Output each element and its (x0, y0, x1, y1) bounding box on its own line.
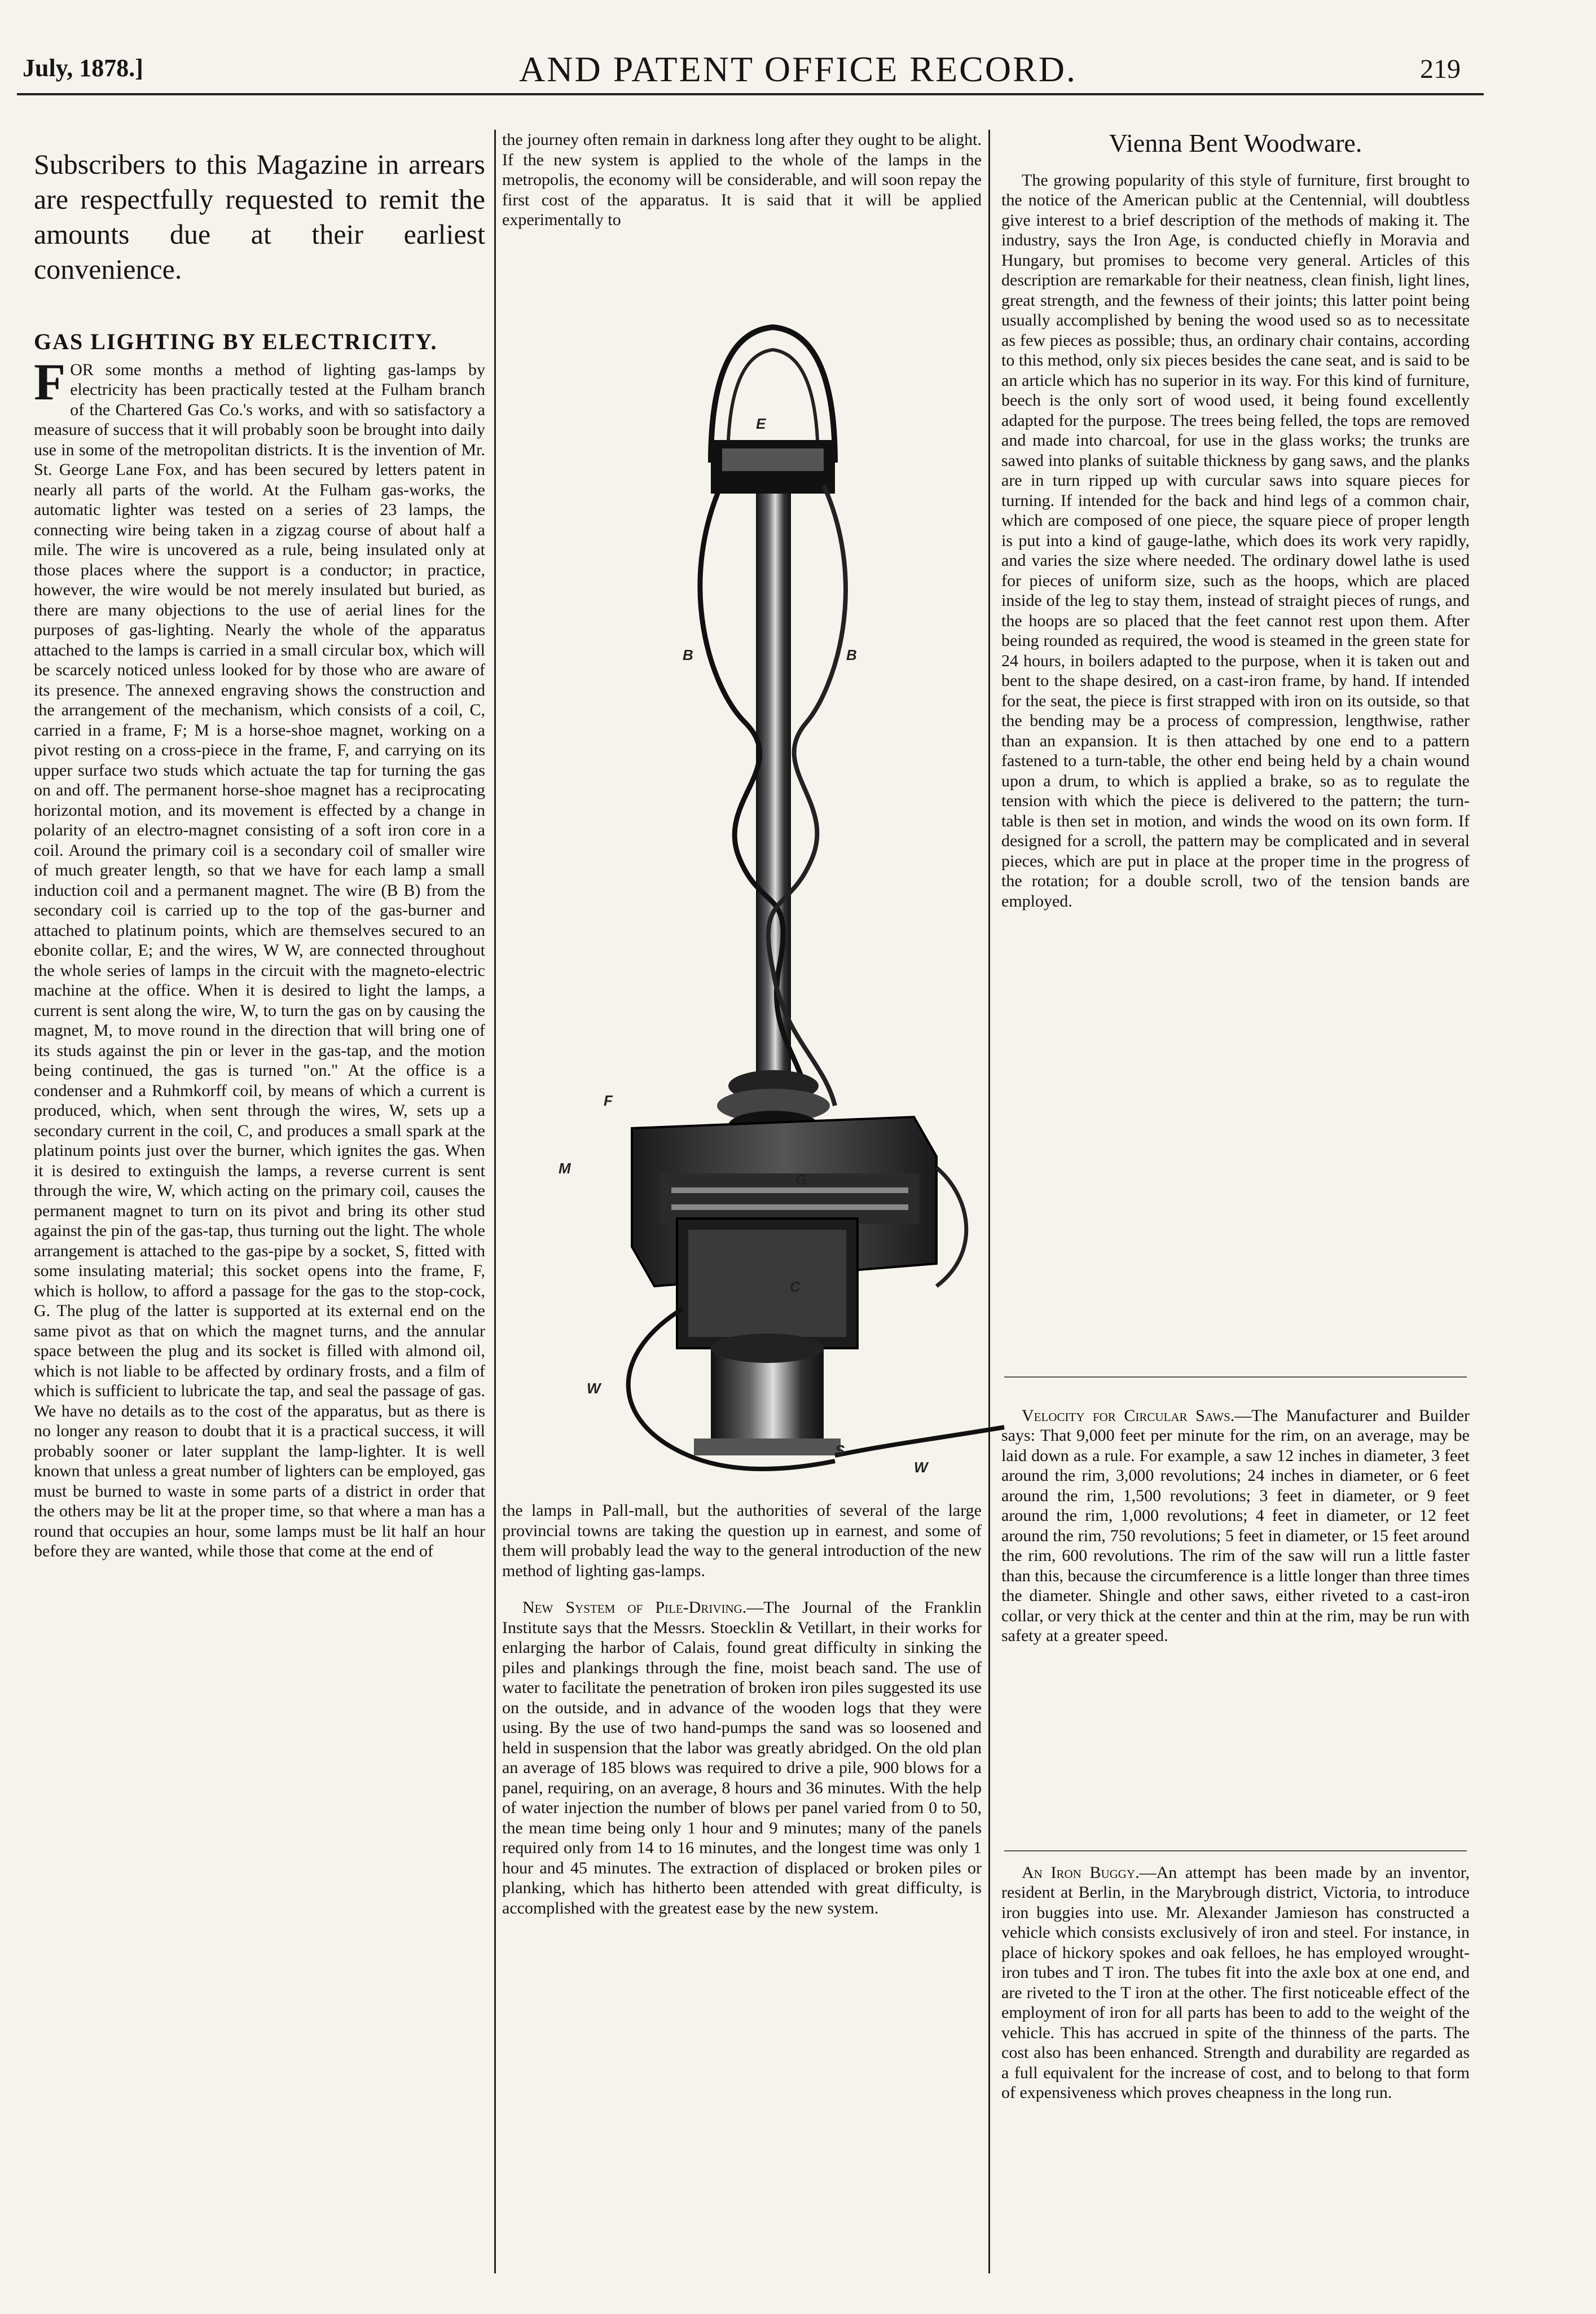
gas-lighting-conclusion: the lamps in Pall-mall, but the authorities of several of the large provincial towns are taking the question up in earnest, and some of them will probably lead the way to the general introduction of the new method of lighting gas-lamps. (502, 1501, 982, 1580)
label-s: S (835, 1442, 845, 1459)
drop-cap: F (34, 353, 66, 411)
label-e: E (756, 415, 766, 432)
column-divider-left (494, 130, 496, 2273)
apparatus-engraving (542, 293, 1015, 1489)
pile-driving-article (502, 1598, 982, 1918)
gas-pipe (756, 494, 791, 1075)
saws-title: Velocity for Circular Saws. (1022, 1406, 1235, 1425)
page-number: 219 (1420, 54, 1461, 84)
label-g: G (795, 1171, 807, 1188)
pile-driving-title: New System of Pile-Driving. (522, 1598, 747, 1617)
subscriber-notice: Subscribers to this Magazine in arrears are respectfully requested to remit the amounts due at their earliest convenience. (34, 148, 485, 285)
label-w-left: W (587, 1380, 601, 1397)
buggy-title: An Iron Buggy. (1022, 1863, 1140, 1882)
saws-article (1001, 1406, 1470, 1835)
left-column (34, 130, 485, 2290)
gas-lighting-text: OR some months a method of lighting gas-lamps by electricity has been practically tested at the Fulham branch of the Chartered Gas Co.'s works, and with so satisfactory a measure of success that it will probably soon be brought into daily use in some of the metropolitan districts. It is the invention of Mr. St. George Lane Fox, and has been secured by letters patent in nearly all parts of the world. At the Fulham gas-works, the automatic lighter was tested on a series of 23 lamps, the connecting wire being taken in a zigzag course of about half a mile. The wire is uncovered as a rule, being insulated only at those places where the support is a conductor; in practice, however, the wire would be not merely insulated but buried, as there are many objections to the use of aerial lines for the purposes of gas-lighting. Nearly the whole of the apparatus attached to the lamps is carried in a small circular box, which will be scarcely noticed unless looked for by those who are aware of its presence. The annexed engraving shows the construction and the arrangement of the mechanism, which consists of a coil, C, carried in a frame, F; M is a horse-shoe magnet, working on a pivot resting on a cross-piece in the frame, F, and carrying on its upper surface two studs which actuate the tap for turning the gas on and off. The permanent horse-shoe magnet has a reciprocating horizontal motion, and its movement is effected by a change in polarity of an electro-magnet consisting of a soft iron core in a coil. Around the primary coil is a secondary coil of smaller wire of much greater length, so that we have for each lamp a small induction coil and a permanent magnet. The wire (B B) from the secondary coil is carried up to the top of the gas-burner and attached to platinum points, which are themselves secured to an ebonite collar, E; and the wires, W W, are connected throughout the whole series of lamps in the circuit with the magneto-electric machine at the office. When it is desired to light the lamps, a current is sent along the wire, W, to turn the gas on by causing the magnet, M, to move round in the direction that will bring one of its studs against the pin or lever in the gas-tap, and the motion being continued, the gas is turned "on." At the office is a condenser and a Ruhmkorff coil, by means of which a current is produced, which, when sent through the wires, W, sets up a secondary current in the coil, C, and produces a small spark at the platinum points just over the burner, which ignites the gas. When it is desired to extinguish the lamps, a reverse current is sent through the wire, W, which acting on the primary coil, causes the permanent magnet to turn on its pivot and bring its other stud against the pin of the gas-tap, thus turning out the light. The whole arrangement is attached to the gas-pipe by a socket, S, fitted with some insulating material; this socket opens into the frame, F, which is hollow, to afford a passage for the gas to the stop-cock, G. The plug of the latter is supported at its external end on the same pivot as that on which the magnet turns, and the annular space between the plug and its socket is filled with almond oil, which is not liable to be affected by ordinary frosts, and a film of which is sufficient to lubricate the tap, and seal the passage of gas. We have no details as to the cost of the apparatus, but as there is no longer any reason to doubt that it is a practical success, it will probably sooner or later supplant the lamp-lighter. It is well known that unless a great number of lighters can be employed, gas must be burned to waste in some parts of a district in order that the others may be lit at the proper time, so that where a man has a round that occupies an hour, some lamps must be lit half an hour before they are wanted, while those that come at the end of (34, 360, 485, 1560)
header-title: AND PATENT OFFICE RECORD. (519, 49, 1077, 89)
label-b-right: B (846, 646, 857, 663)
label-w-right: W (914, 1459, 928, 1476)
pile-driving-body: —The Journal of the Franklin Institute says that the Messrs. Stoecklin & Vetillart, in their works for enlarging the harbor of Calais, found great difficulty in sinking the piles and plankings through the fine, moist beach sand. The use of water to facilitate the penetration of broken iron piles suggested its use on the outside, and in advance of the wooden logs that they were using. By the use of two hand-pumps the sand was so loosened and held in suspension that the labor was greatly abridged. On the old plan an average of 185 blows was required to drive a pile, 900 blows for a panel, requiring, on an average, 8 hours and 36 minutes. With the help of water injection the number of blows per panel varied from 0 to 50, the mean time being only 1 hour and 9 minutes; many of the panels required only from 14 to 16 minutes, and the longest time was only 1 hour and 45 minutes. The extraction of displaced or broken piles or planking, which has hitherto been attended with great difficulty, is accomplished with the greatest ease by the new system. (502, 1598, 982, 1917)
buggy-body: —An attempt has been made by an inventor, resident at Berlin, in the Marybrough district, Victoria, to introduce iron buggies into use. Mr. Alexander Jamieson has constructed a vehicle which consists exclusively of iron and steel. For instance, in place of hickory spokes and oak felloes, he has employed wrought-iron tubes and T iron. The tubes fit into the axle box at one end, and are riveted to the T iron at the other. The first noticeable effect of the employment of iron for all parts has been to add to the weight of the vehicle. This has accrued in spite of the thinness of the parts. The cost also has been enhanced. Strength and durability are regarded as a full equivalent for the increase of cost, and to belong to that form of expensiveness which proves cheapness in the long run. (1001, 1863, 1470, 2102)
article-title-gas-lighting: GAS LIGHTING BY ELECTRICITY. (34, 329, 438, 354)
right-column (1001, 130, 1470, 2290)
article-body-gas-lighting (34, 353, 485, 1561)
label-m: M (559, 1160, 571, 1177)
vienna-title: Vienna Bent Woodware. (1109, 130, 1362, 157)
vienna-body: The growing popularity of this style of furniture, first brought to the notice of the American public at the Centennial, will doubtless give interest to a brief description of the methods of making it. The industry, says the Iron Age, is conducted chiefly in Moravia and Hungary, but promises to become very general. Articles of this description are remarkable for their neatness, clean finish, light lines, great strength, and the fewness of their joints; this latter point being usually accomplished by bening the wood used so as to necessitate as few pieces as possible; thus, an ordinary chair contains, according to this method, only six pieces besides the cane seat, and is said to be an article which has no superior in its way. For this kind of furniture, beech is the only sort of wood used, it being found excellently adapted for the purpose. The trees being felled, the tops are removed and made into charcoal, for use in the glass works; the trunks are sawed into planks of suitable thickness by gang saws, and the planks are in turn ripped up with curcular saws into square pieces for turning. If intended for the back and hind legs of a common chair, which are composed of one piece, the square piece of proper length is put into a kind of gauge-lathe, which does its work very rapidly, and varies the size where needed. The ordinary dowel lathe is used for pieces of uniform size, such as the hoops, which are placed inside of the leg to stay them, instead of straight pieces of rungs, and the hoops are so placed that the feet cannot rest upon them. After being rounded as required, the wood is steamed in the green state for 24 hours, in boilers adapted to the purpose, when it is taken out and bent to the shape desired, on a cast-iron frame, by hand. If intended for the seat, the piece is first strapped with iron on its outside, so that the bending may be a process of compression, lengthwise, rather than an expansion. It is then attached by one end to a pattern fastened to a turn-table, the other end being held by a chain wound upon a drum, to which is applied a brake, so as to regulate the tension with which the piece is delivered to the pattern; the turn-table is then set in motion, and winds the wood on its own form. If designed for a scroll, the pattern may be complicated and in several pieces, which are put in place at the proper time in the progress of the rotation; for a double scroll, two of the tension bands are employed. (1001, 170, 1470, 910)
middle-column-top (502, 130, 982, 276)
middle-column-bottom (502, 1501, 982, 2290)
label-c: C (790, 1278, 801, 1295)
horseshoe-magnet (660, 1173, 920, 1224)
header-date: July, 1878.] (23, 54, 143, 82)
apparatus-drawing (542, 293, 1015, 1489)
buggy-article (1001, 1863, 1470, 2103)
label-f: F (604, 1092, 613, 1109)
saws-body: —The Manufacturer and Builder says: That 9,000 feet per minute for the rim, on an average, may be laid down as a rule. For example, a saw 12 inches in diameter, 3 feet around the rim, 3,000 revolutions; 24 inches in diameter, or 6 feet around the rim, 1,500 revolutions; 3 feet in diameter, or 9 feet around the rim, 1,000 revolutions; 4 feet in diameter, or 12 feet around the rim, 750 revolutions; 5 feet in diameter, or 15 feet around the rim, 600 revolutions. The rim of the saw will run a little faster than this, because the circumference is a little longer than three times the diameter. Shingle and other saws, either riveted to a cast-iron collar, or very thick at the center and thin at the rim, may be run with safety at a greater speed. (1001, 1406, 1470, 1645)
header-rule (17, 93, 1484, 95)
gas-lighting-continued-top: the journey often remain in darkness long after they ought to be alight. If the new system is applied to the whole of the lamps in the metropolis, the economy will be considerable, and will soon repay the first cost of the apparatus. It is said that it will be applied experimentally to (502, 130, 982, 229)
wire-w-right (835, 1427, 1004, 1455)
label-b-left: B (683, 646, 693, 663)
